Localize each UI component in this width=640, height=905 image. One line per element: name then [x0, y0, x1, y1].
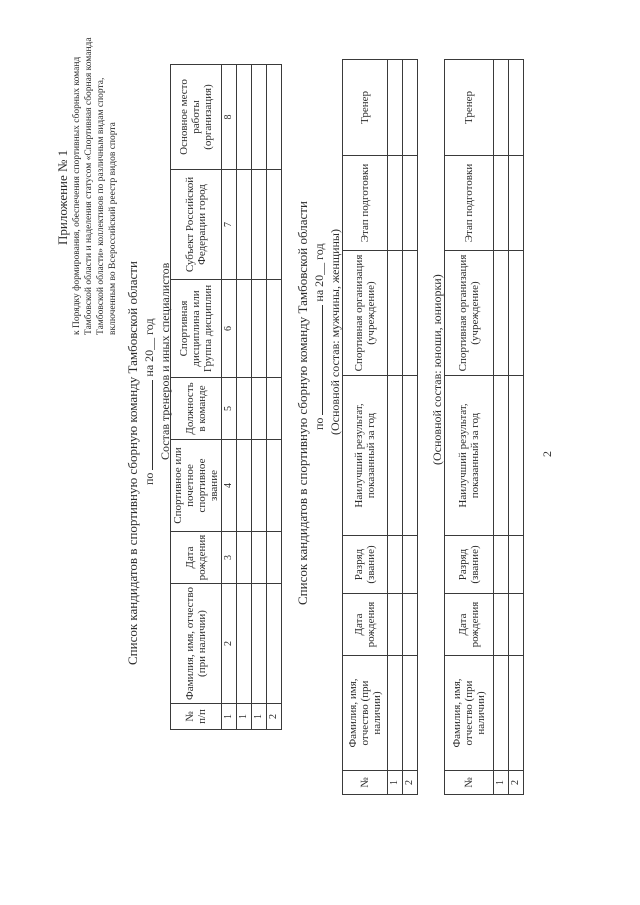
- coaches-col-name: Фамилия, имя, отчество (при наличии): [171, 584, 222, 704]
- table-row: [494, 60, 509, 795]
- junior-col-coach: Тренер: [445, 60, 494, 156]
- coaches-heading-prefix: по: [142, 472, 156, 485]
- coaches-heading-line1: Список кандидатов в спортивную сборную команду Тамбовской области: [125, 261, 140, 665]
- coaches-num-cell: 1: [222, 704, 237, 730]
- main-heading-suffix: на 20__ год: [312, 243, 326, 302]
- coaches-num-cell: 5: [222, 378, 237, 440]
- main-heading-prefix: по: [312, 417, 326, 430]
- junior-col-best-result: Наилучший результат, показанный за год: [445, 376, 494, 536]
- coaches-col-num: № п/п: [171, 704, 222, 730]
- table-row: [388, 60, 403, 795]
- main-heading-line1: Список кандидатов в спортивную сборную команду Тамбовской области: [295, 201, 310, 605]
- row-number: 2: [267, 704, 282, 730]
- coaches-col-workplace: Основное место работы (организация): [171, 65, 222, 170]
- main-table: [342, 59, 418, 795]
- main-header-row: [343, 60, 388, 795]
- appendix-title: Приложение № 1: [55, 149, 70, 245]
- coaches-col-discipline: Спортивная дисциплина или Группа дисциплин: [171, 280, 222, 378]
- row-number: 2: [509, 771, 524, 795]
- junior-col-rank: Разряд (звание): [445, 536, 494, 594]
- appendix-line-2: Тамбовской области и наделения статусом «Спортивная сборная команда: [84, 37, 94, 335]
- main-col-name: Фамилия, имя, отчество (при наличии): [343, 656, 388, 771]
- coaches-num-cell: 3: [222, 532, 237, 584]
- main-col-coach: Тренер: [343, 60, 388, 156]
- coaches-num-cell: 8: [222, 65, 237, 170]
- junior-col-num: №: [445, 771, 494, 795]
- appendix-line-3: Тамбовской области» коллективов по различным видам спорта,: [96, 77, 106, 335]
- coaches-col-birthdate: Дата рождения: [171, 532, 222, 584]
- row-number: 1: [252, 704, 267, 730]
- coaches-col-position: Должность в команде: [171, 378, 222, 440]
- table-row: [267, 65, 282, 730]
- junior-col-name: Фамилия, имя, отчество (при наличии): [445, 656, 494, 771]
- junior-header-row: [445, 60, 494, 795]
- junior-col-birthdate: Дата рождения: [445, 594, 494, 656]
- table-row: [403, 60, 418, 795]
- main-col-organization: Спортивная организация (учреждение): [343, 251, 388, 376]
- main-heading-blank: [322, 305, 323, 415]
- main-col-num: №: [343, 771, 388, 795]
- junior-subheading: (Основной состав: юноши, юниорки): [430, 274, 444, 465]
- main-subheading: (Основной состав: мужчины, женщины): [328, 229, 342, 435]
- table-row: [237, 65, 252, 730]
- row-number: 1: [494, 771, 509, 795]
- coaches-heading-line2: [142, 318, 157, 485]
- appendix-line-4: включенным во Всероссийский реестр видов спорта: [108, 122, 118, 335]
- junior-table: [444, 59, 524, 795]
- table-row: [509, 60, 524, 795]
- coaches-number-row: [222, 65, 237, 730]
- row-number: 1: [237, 704, 252, 730]
- main-col-stage: Этап подготовки: [343, 156, 388, 251]
- coaches-col-region: Субъект Российской Федерации город: [171, 170, 222, 280]
- coaches-subheading: Состав тренеров и иных специалистов: [158, 262, 172, 460]
- main-col-best-result: Наилучший результат, показанный за год: [343, 376, 388, 536]
- coaches-heading-suffix: на 20__ год: [142, 318, 156, 377]
- table-row: [252, 65, 267, 730]
- coaches-num-cell: 6: [222, 280, 237, 378]
- coaches-col-title: Спортивное или почетное спортивное звание: [171, 440, 222, 532]
- page-number: 2: [540, 451, 554, 457]
- main-heading-line2: [312, 243, 327, 430]
- junior-col-stage: Этап подготовки: [445, 156, 494, 251]
- main-col-birthdate: Дата рождения: [343, 594, 388, 656]
- junior-col-organization: Спортивная организация (учреждение): [445, 251, 494, 376]
- row-number: 1: [388, 771, 403, 795]
- coaches-table: [170, 64, 282, 730]
- coaches-num-cell: 7: [222, 170, 237, 280]
- coaches-num-cell: 2: [222, 584, 237, 704]
- coaches-heading-blank: [152, 380, 153, 470]
- coaches-header-row: [171, 65, 222, 730]
- main-col-rank: Разряд (звание): [343, 536, 388, 594]
- coaches-num-cell: 4: [222, 440, 237, 532]
- appendix-line-1: к Порядку формирования, обеспечения спортивных сборных команд: [72, 56, 82, 335]
- row-number: 2: [403, 771, 418, 795]
